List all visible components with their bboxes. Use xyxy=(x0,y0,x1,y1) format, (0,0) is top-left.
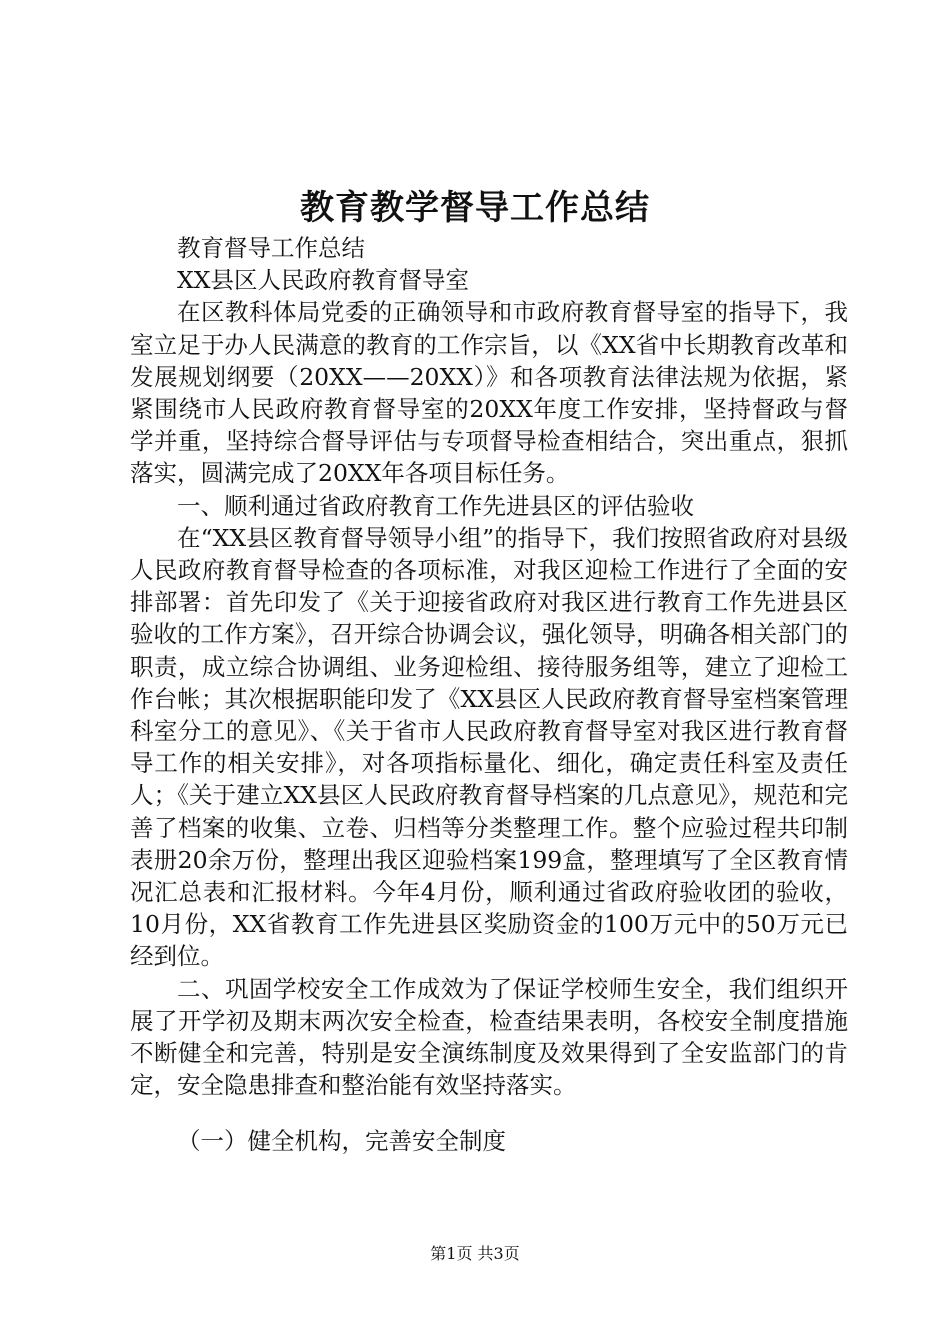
section-heading-1: 一、顺利通过省政府教育工作先进县区的评估验收 xyxy=(177,491,694,520)
paragraph-author: XX县区人民政府教育督导室 xyxy=(177,266,469,295)
paragraph-section-1: 在“XX县区教育督导领导小组”的指导下，我们按照省政府对县级人民政府教育督导检查的各项标准，对我区迎检工作进行了全面的安排部署：首先印发了《关于迎接省政府对我区进行教育工作先进县区验收的工作方案》，召开综合协调会议，强化领导，明确各相关部门的职责，成立综合协调组、业务迎检组、接待服务组等，建立了迎检工作台帐；其次根据职能印发了《XX县区人民政府教育督导室档案管理科室分工的意见》、《关于省市人民政府教育督导室对我区进行教育督导工作的相关安排》，对各项指标量化、细化，确定责任科室及责任人；《关于建立XX县区人民政府教育督导档案的几点意见》，规范和完善了档案的收集、立卷、归档等分类整理工作。整个应验过程共印制表册20余万份，整理出我区迎验档案199盒，整理填写了全区教育情况汇总表和汇报材料。今年4月份，顺利通过省政府验收团的验收，10月份，XX省教育工作先进县区奖励资金的100万元中的50万元已经到位。 xyxy=(130,523,848,971)
paragraph-intro: 在区教科体局党委的正确领导和市政府教育督导室的指导下，我室立足于办人民满意的教育的工作宗旨，以《XX省中长期教育改革和发展规划纲要（20XX——20XX）》和各项教育法律法规为依据，紧紧围绕市人民政府教育督导室的20XX年度工作安排，坚持督政与督学并重，坚持综合督导评估与专项督导检查相结合，突出重点，狠抓落实，圆满完成了20XX年各项目标任务。 xyxy=(130,298,848,488)
subsection-heading-1: （一）健全机构，完善安全制度 xyxy=(177,1127,506,1156)
document-title: 教育教学督导工作总结 xyxy=(300,188,650,228)
document-body xyxy=(130,232,848,1158)
page-footer: 第1页 共3页 xyxy=(430,1244,520,1263)
paragraph-section-2: 二、巩固学校安全工作成效为了保证学校师生安全，我们组织开展了开学初及期末两次安全检查，检查结果表明，各校安全制度措施不断健全和完善，特别是安全演练制度及效果得到了全安监部门的肯定，安全隐患排查和整治能有效坚持落实。 xyxy=(130,974,848,1100)
paragraph-subtitle: 教育督导工作总结 xyxy=(177,234,365,262)
